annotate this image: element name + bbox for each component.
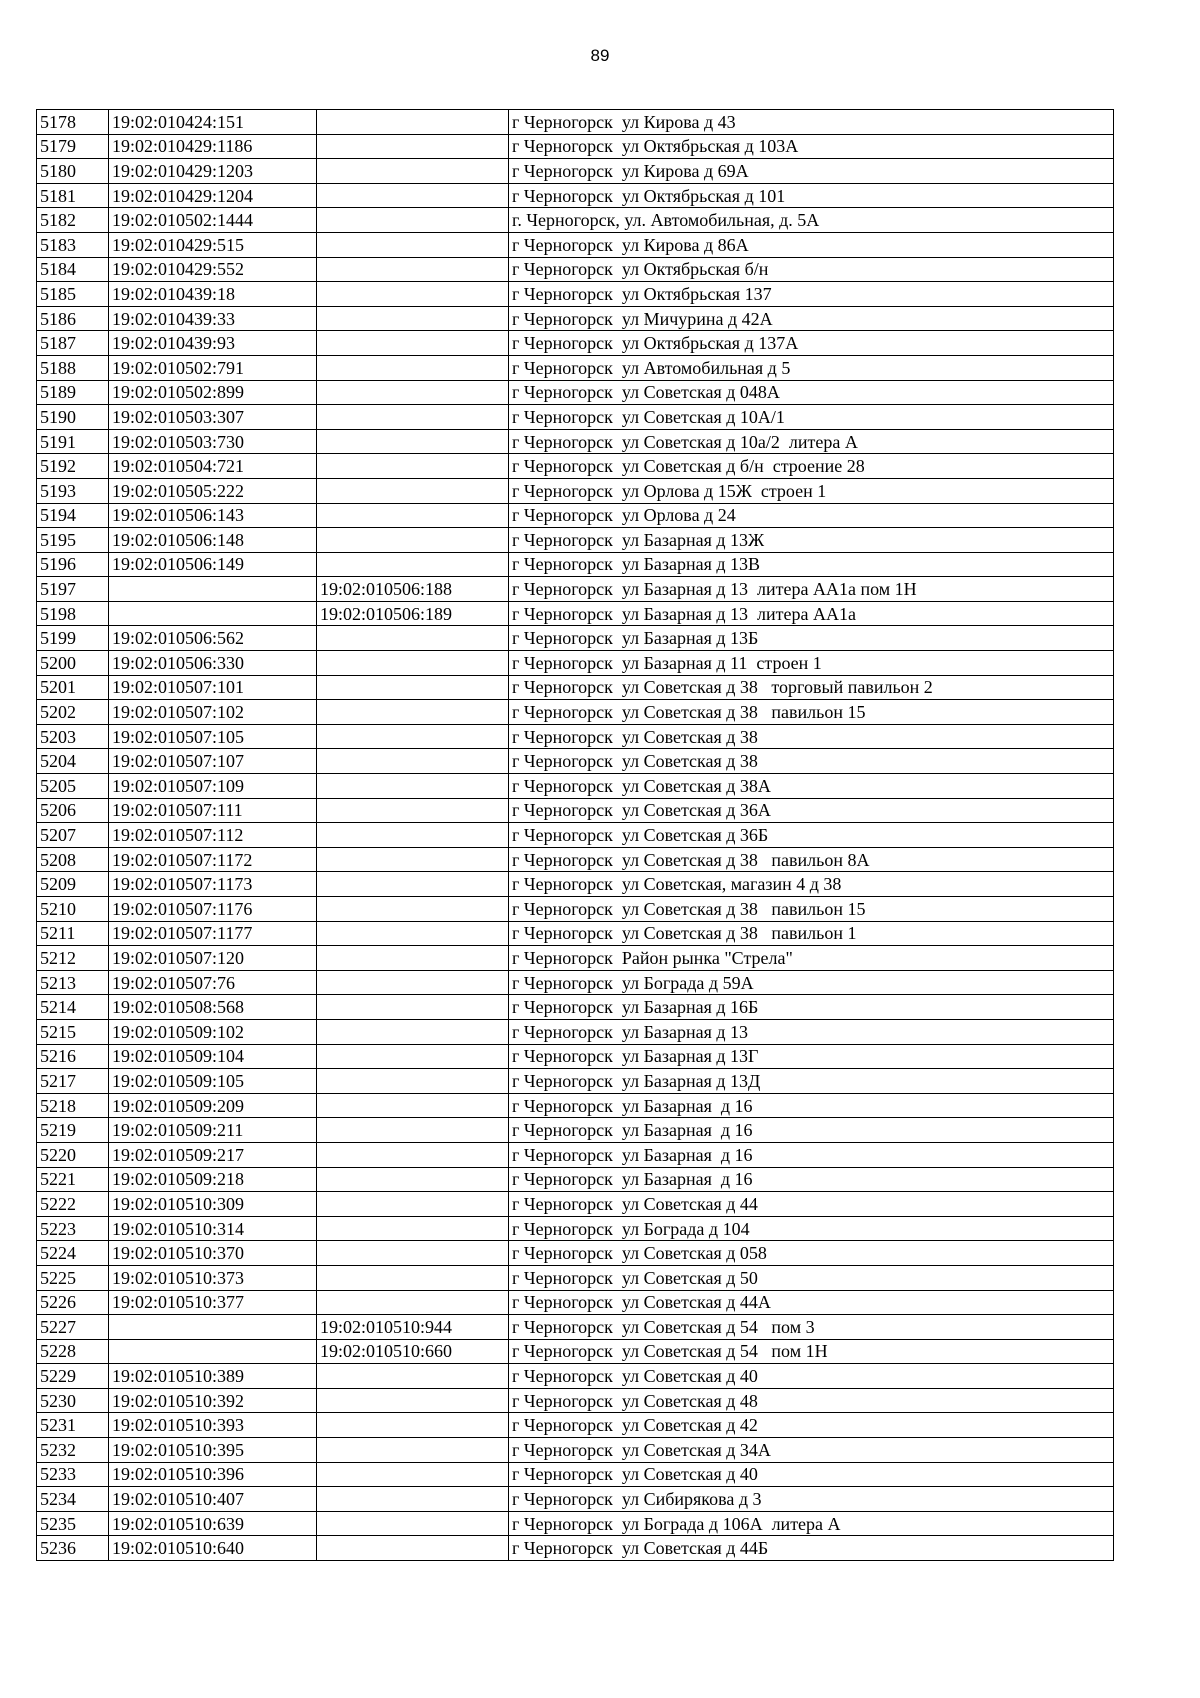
address-cell: г Черногорск ул Советская д 50 — [509, 1265, 1114, 1290]
room-cadastral-number-cell — [317, 1511, 509, 1536]
cadastral-number-cell: 19:02:010502:791 — [109, 355, 317, 380]
room-cadastral-number-cell — [317, 1019, 509, 1044]
cadastral-number-cell: 19:02:010507:1172 — [109, 847, 317, 872]
cadastral-number-cell: 19:02:010506:149 — [109, 552, 317, 577]
row-number-cell: 5221 — [37, 1167, 109, 1192]
address-cell: г Черногорск ул Советская д 36А — [509, 798, 1114, 823]
cadastral-number-cell: 19:02:010509:105 — [109, 1069, 317, 1094]
address-cell: г Черногорск ул Советская д 38 торговый павильон 2 — [509, 675, 1114, 700]
address-cell: г Черногорск ул Базарная д 13 литера АА1а пом 1Н — [509, 577, 1114, 602]
address-cell: г Черногорск ул Советская д 54 пом 3 — [509, 1315, 1114, 1340]
room-cadastral-number-cell: 19:02:010506:189 — [317, 601, 509, 626]
cadastral-number-cell: 19:02:010507:105 — [109, 724, 317, 749]
room-cadastral-number-cell — [317, 503, 509, 528]
address-cell: г Черногорск ул Базарная д 16 — [509, 1093, 1114, 1118]
table-row — [37, 872, 1114, 897]
row-number-cell: 5202 — [37, 700, 109, 725]
row-number-cell: 5230 — [37, 1388, 109, 1413]
address-cell: г Черногорск ул Базарная д 13Ж — [509, 528, 1114, 553]
cadastral-number-cell: 19:02:010506:562 — [109, 626, 317, 651]
cadastral-number-cell: 19:02:010509:104 — [109, 1044, 317, 1069]
row-number-cell: 5204 — [37, 749, 109, 774]
room-cadastral-number-cell — [317, 282, 509, 307]
row-number-cell: 5193 — [37, 478, 109, 503]
room-cadastral-number-cell — [317, 429, 509, 454]
address-cell: г Черногорск ул Советская д 34А — [509, 1438, 1114, 1463]
cadastral-number-cell — [109, 601, 317, 626]
row-number-cell: 5210 — [37, 897, 109, 922]
address-cell: г Черногорск ул Базарная д 13Г — [509, 1044, 1114, 1069]
address-cell: г Черногорск ул Советская д 42 — [509, 1413, 1114, 1438]
table-row — [37, 995, 1114, 1020]
table-row — [37, 134, 1114, 159]
row-number-cell: 5182 — [37, 208, 109, 233]
table-row — [37, 1118, 1114, 1143]
row-number-cell: 5211 — [37, 921, 109, 946]
cadastral-number-cell: 19:02:010510:373 — [109, 1265, 317, 1290]
cadastral-number-cell: 19:02:010503:730 — [109, 429, 317, 454]
row-number-cell: 5198 — [37, 601, 109, 626]
room-cadastral-number-cell — [317, 552, 509, 577]
address-cell: г Черногорск ул Советская д 40 — [509, 1462, 1114, 1487]
registry-table-body — [37, 110, 1114, 1561]
cadastral-number-cell: 19:02:010510:640 — [109, 1536, 317, 1561]
row-number-cell: 5181 — [37, 183, 109, 208]
room-cadastral-number-cell — [317, 1438, 509, 1463]
table-row — [37, 847, 1114, 872]
row-number-cell: 5234 — [37, 1487, 109, 1512]
table-row — [37, 110, 1114, 135]
row-number-cell: 5218 — [37, 1093, 109, 1118]
table-row — [37, 405, 1114, 430]
table-row — [37, 897, 1114, 922]
row-number-cell: 5206 — [37, 798, 109, 823]
row-number-cell: 5191 — [37, 429, 109, 454]
room-cadastral-number-cell: 19:02:010506:188 — [317, 577, 509, 602]
address-cell: г Черногорск ул Сибирякова д 3 — [509, 1487, 1114, 1512]
row-number-cell: 5203 — [37, 724, 109, 749]
room-cadastral-number-cell — [317, 921, 509, 946]
cadastral-number-cell: 19:02:010510:395 — [109, 1438, 317, 1463]
row-number-cell: 5200 — [37, 651, 109, 676]
row-number-cell: 5180 — [37, 159, 109, 184]
room-cadastral-number-cell — [317, 355, 509, 380]
cadastral-number-cell: 19:02:010506:148 — [109, 528, 317, 553]
address-cell: г Черногорск ул Базарная д 16Б — [509, 995, 1114, 1020]
cadastral-number-cell: 19:02:010509:102 — [109, 1019, 317, 1044]
cadastral-number-cell: 19:02:010506:143 — [109, 503, 317, 528]
room-cadastral-number-cell — [317, 798, 509, 823]
cadastral-number-cell: 19:02:010507:101 — [109, 675, 317, 700]
table-row — [37, 1388, 1114, 1413]
room-cadastral-number-cell — [317, 675, 509, 700]
row-number-cell: 5214 — [37, 995, 109, 1020]
row-number-cell: 5217 — [37, 1069, 109, 1094]
address-cell: г Черногорск ул Советская д 48 — [509, 1388, 1114, 1413]
row-number-cell: 5222 — [37, 1192, 109, 1217]
cadastral-number-cell: 19:02:010502:899 — [109, 380, 317, 405]
row-number-cell: 5232 — [37, 1438, 109, 1463]
registry-table — [36, 109, 1114, 1561]
table-row — [37, 651, 1114, 676]
address-cell: г Черногорск ул Советская д 40 — [509, 1364, 1114, 1389]
cadastral-number-cell: 19:02:010439:18 — [109, 282, 317, 307]
room-cadastral-number-cell — [317, 208, 509, 233]
row-number-cell: 5227 — [37, 1315, 109, 1340]
row-number-cell: 5231 — [37, 1413, 109, 1438]
address-cell: г Черногорск ул Кирова д 86А — [509, 232, 1114, 257]
room-cadastral-number-cell — [317, 1069, 509, 1094]
cadastral-number-cell: 19:02:010507:109 — [109, 774, 317, 799]
row-number-cell: 5229 — [37, 1364, 109, 1389]
room-cadastral-number-cell — [317, 1216, 509, 1241]
row-number-cell: 5215 — [37, 1019, 109, 1044]
room-cadastral-number-cell — [317, 1241, 509, 1266]
table-row — [37, 921, 1114, 946]
address-cell: г Черногорск ул Советская д 36Б — [509, 823, 1114, 848]
row-number-cell: 5236 — [37, 1536, 109, 1561]
row-number-cell: 5220 — [37, 1142, 109, 1167]
cadastral-number-cell: 19:02:010429:552 — [109, 257, 317, 282]
table-row — [37, 1364, 1114, 1389]
address-cell: г Черногорск ул Октябрьская б/н — [509, 257, 1114, 282]
address-cell: г Черногорск ул Советская д 44 — [509, 1192, 1114, 1217]
row-number-cell: 5178 — [37, 110, 109, 135]
table-row — [37, 601, 1114, 626]
row-number-cell: 5219 — [37, 1118, 109, 1143]
table-row — [37, 1142, 1114, 1167]
room-cadastral-number-cell — [317, 1413, 509, 1438]
address-cell: г Черногорск ул Базарная д 16 — [509, 1142, 1114, 1167]
page-number: 89 — [590, 46, 610, 65]
cadastral-number-cell: 19:02:010429:1204 — [109, 183, 317, 208]
row-number-cell: 5188 — [37, 355, 109, 380]
cadastral-number-cell — [109, 577, 317, 602]
row-number-cell: 5209 — [37, 872, 109, 897]
table-row — [37, 1241, 1114, 1266]
table-row — [37, 577, 1114, 602]
cadastral-number-cell: 19:02:010507:112 — [109, 823, 317, 848]
table-row — [37, 232, 1114, 257]
room-cadastral-number-cell — [317, 1118, 509, 1143]
address-cell: г Черногорск ул Советская д 44А — [509, 1290, 1114, 1315]
room-cadastral-number-cell — [317, 1142, 509, 1167]
cadastral-number-cell: 19:02:010509:211 — [109, 1118, 317, 1143]
room-cadastral-number-cell — [317, 380, 509, 405]
cadastral-number-cell: 19:02:010507:1173 — [109, 872, 317, 897]
table-row — [37, 355, 1114, 380]
address-cell: г Черногорск Район рынка "Стрела" — [509, 946, 1114, 971]
cadastral-number-cell: 19:02:010510:393 — [109, 1413, 317, 1438]
table-row — [37, 1413, 1114, 1438]
room-cadastral-number-cell: 19:02:010510:944 — [317, 1315, 509, 1340]
table-row — [37, 478, 1114, 503]
table-row — [37, 1536, 1114, 1561]
table-row — [37, 257, 1114, 282]
table-row — [37, 1462, 1114, 1487]
room-cadastral-number-cell — [317, 405, 509, 430]
room-cadastral-number-cell — [317, 1290, 509, 1315]
table-row — [37, 724, 1114, 749]
row-number-cell: 5186 — [37, 306, 109, 331]
address-cell: г Черногорск ул Базарная д 11 строен 1 — [509, 651, 1114, 676]
row-number-cell: 5212 — [37, 946, 109, 971]
address-cell: г Черногорск ул Орлова д 24 — [509, 503, 1114, 528]
address-cell: г Черногорск ул Базарная д 13Б — [509, 626, 1114, 651]
table-row — [37, 1093, 1114, 1118]
row-number-cell: 5192 — [37, 454, 109, 479]
address-cell: г Черногорск ул Базарная д 13 — [509, 1019, 1114, 1044]
address-cell: г Черногорск ул Советская, магазин 4 д 38 — [509, 872, 1114, 897]
table-row — [37, 380, 1114, 405]
row-number-cell: 5189 — [37, 380, 109, 405]
row-number-cell: 5196 — [37, 552, 109, 577]
table-row — [37, 1167, 1114, 1192]
room-cadastral-number-cell — [317, 183, 509, 208]
cadastral-number-cell: 19:02:010510:639 — [109, 1511, 317, 1536]
room-cadastral-number-cell — [317, 724, 509, 749]
table-row — [37, 1438, 1114, 1463]
table-row — [37, 626, 1114, 651]
table-row — [37, 749, 1114, 774]
address-cell: г Черногорск ул Кирова д 43 — [509, 110, 1114, 135]
address-cell: г Черногорск ул Октябрьская 137 — [509, 282, 1114, 307]
cadastral-number-cell: 19:02:010429:1186 — [109, 134, 317, 159]
cadastral-number-cell: 19:02:010429:515 — [109, 232, 317, 257]
row-number-cell: 5213 — [37, 970, 109, 995]
cadastral-number-cell: 19:02:010508:568 — [109, 995, 317, 1020]
address-cell: г. Черногорск, ул. Автомобильная, д. 5А — [509, 208, 1114, 233]
table-row — [37, 183, 1114, 208]
cadastral-number-cell: 19:02:010507:120 — [109, 946, 317, 971]
table-row — [37, 1339, 1114, 1364]
cadastral-number-cell: 19:02:010503:307 — [109, 405, 317, 430]
table-row — [37, 1511, 1114, 1536]
room-cadastral-number-cell — [317, 700, 509, 725]
row-number-cell: 5224 — [37, 1241, 109, 1266]
address-cell: г Черногорск ул Советская д 048А — [509, 380, 1114, 405]
address-cell: г Черногорск ул Октябрьская д 137А — [509, 331, 1114, 356]
room-cadastral-number-cell — [317, 1265, 509, 1290]
cadastral-number-cell: 19:02:010424:151 — [109, 110, 317, 135]
address-cell: г Черногорск ул Советская д 38 павильон 15 — [509, 897, 1114, 922]
room-cadastral-number-cell — [317, 651, 509, 676]
table-row — [37, 1315, 1114, 1340]
row-number-cell: 5190 — [37, 405, 109, 430]
cadastral-number-cell: 19:02:010429:1203 — [109, 159, 317, 184]
table-row — [37, 675, 1114, 700]
row-number-cell: 5233 — [37, 1462, 109, 1487]
room-cadastral-number-cell — [317, 1462, 509, 1487]
room-cadastral-number-cell — [317, 872, 509, 897]
table-row — [37, 774, 1114, 799]
address-cell: г Черногорск ул Советская д 38 павильон 15 — [509, 700, 1114, 725]
room-cadastral-number-cell — [317, 110, 509, 135]
table-row — [37, 552, 1114, 577]
cadastral-number-cell: 19:02:010507:76 — [109, 970, 317, 995]
cadastral-number-cell: 19:02:010510:396 — [109, 1462, 317, 1487]
room-cadastral-number-cell — [317, 946, 509, 971]
address-cell: г Черногорск ул Советская д 54 пом 1Н — [509, 1339, 1114, 1364]
room-cadastral-number-cell — [317, 478, 509, 503]
room-cadastral-number-cell — [317, 257, 509, 282]
address-cell: г Черногорск ул Советская д 10а/2 литера А — [509, 429, 1114, 454]
table-row — [37, 946, 1114, 971]
address-cell: г Черногорск ул Советская д 38 — [509, 724, 1114, 749]
room-cadastral-number-cell — [317, 774, 509, 799]
address-cell: г Черногорск ул Базарная д 13 литера АА1а — [509, 601, 1114, 626]
room-cadastral-number-cell — [317, 232, 509, 257]
cadastral-number-cell: 19:02:010509:209 — [109, 1093, 317, 1118]
table-row — [37, 823, 1114, 848]
cadastral-number-cell: 19:02:010502:1444 — [109, 208, 317, 233]
room-cadastral-number-cell — [317, 626, 509, 651]
cadastral-number-cell: 19:02:010510:389 — [109, 1364, 317, 1389]
address-cell: г Черногорск ул Советская д 38 павильон 1 — [509, 921, 1114, 946]
address-cell: г Черногорск ул Советская д 38 павильон 8А — [509, 847, 1114, 872]
table-row — [37, 208, 1114, 233]
address-cell: г Черногорск ул Кирова д 69А — [509, 159, 1114, 184]
address-cell: г Черногорск ул Советская д 10А/1 — [509, 405, 1114, 430]
room-cadastral-number-cell — [317, 528, 509, 553]
cadastral-number-cell: 19:02:010439:33 — [109, 306, 317, 331]
table-row — [37, 1290, 1114, 1315]
room-cadastral-number-cell — [317, 1364, 509, 1389]
room-cadastral-number-cell — [317, 331, 509, 356]
room-cadastral-number-cell — [317, 306, 509, 331]
address-cell: г Черногорск ул Советская д 38 — [509, 749, 1114, 774]
address-cell: г Черногорск ул Базарная д 16 — [509, 1167, 1114, 1192]
cadastral-number-cell: 19:02:010509:218 — [109, 1167, 317, 1192]
cadastral-number-cell: 19:02:010510:309 — [109, 1192, 317, 1217]
address-cell: г Черногорск ул Мичурина д 42А — [509, 306, 1114, 331]
cadastral-number-cell: 19:02:010507:107 — [109, 749, 317, 774]
row-number-cell: 5216 — [37, 1044, 109, 1069]
room-cadastral-number-cell — [317, 1536, 509, 1561]
address-cell: г Черногорск ул Базарная д 16 — [509, 1118, 1114, 1143]
room-cadastral-number-cell — [317, 1167, 509, 1192]
row-number-cell: 5228 — [37, 1339, 109, 1364]
row-number-cell: 5225 — [37, 1265, 109, 1290]
table-row — [37, 282, 1114, 307]
row-number-cell: 5226 — [37, 1290, 109, 1315]
row-number-cell: 5205 — [37, 774, 109, 799]
address-cell: г Черногорск ул Советская д б/н строение 28 — [509, 454, 1114, 479]
address-cell: г Черногорск ул Автомобильная д 5 — [509, 355, 1114, 380]
cadastral-number-cell: 19:02:010504:721 — [109, 454, 317, 479]
table-row — [37, 454, 1114, 479]
table-row — [37, 1265, 1114, 1290]
room-cadastral-number-cell — [317, 1388, 509, 1413]
cadastral-number-cell: 19:02:010507:111 — [109, 798, 317, 823]
row-number-cell: 5194 — [37, 503, 109, 528]
address-cell: г Черногорск ул Базарная д 13Д — [509, 1069, 1114, 1094]
table-row — [37, 798, 1114, 823]
cadastral-number-cell: 19:02:010510:392 — [109, 1388, 317, 1413]
room-cadastral-number-cell — [317, 823, 509, 848]
room-cadastral-number-cell — [317, 970, 509, 995]
room-cadastral-number-cell — [317, 134, 509, 159]
room-cadastral-number-cell — [317, 454, 509, 479]
room-cadastral-number-cell — [317, 847, 509, 872]
room-cadastral-number-cell — [317, 1192, 509, 1217]
cadastral-number-cell: 19:02:010507:102 — [109, 700, 317, 725]
cadastral-number-cell: 19:02:010510:407 — [109, 1487, 317, 1512]
table-row — [37, 700, 1114, 725]
table-row — [37, 306, 1114, 331]
table-row — [37, 1019, 1114, 1044]
room-cadastral-number-cell: 19:02:010510:660 — [317, 1339, 509, 1364]
cadastral-number-cell: 19:02:010510:370 — [109, 1241, 317, 1266]
table-row — [37, 159, 1114, 184]
address-cell: г Черногорск ул Октябрьская д 101 — [509, 183, 1114, 208]
room-cadastral-number-cell — [317, 1487, 509, 1512]
address-cell: г Черногорск ул Советская д 058 — [509, 1241, 1114, 1266]
row-number-cell: 5207 — [37, 823, 109, 848]
address-cell: г Черногорск ул Октябрьская д 103А — [509, 134, 1114, 159]
row-number-cell: 5199 — [37, 626, 109, 651]
cadastral-number-cell: 19:02:010510:377 — [109, 1290, 317, 1315]
table-row — [37, 1192, 1114, 1217]
table-row — [37, 970, 1114, 995]
address-cell: г Черногорск ул Бограда д 59А — [509, 970, 1114, 995]
table-row — [37, 331, 1114, 356]
cadastral-number-cell — [109, 1315, 317, 1340]
address-cell: г Черногорск ул Бограда д 104 — [509, 1216, 1114, 1241]
row-number-cell: 5197 — [37, 577, 109, 602]
cadastral-number-cell: 19:02:010439:93 — [109, 331, 317, 356]
table-row — [37, 1487, 1114, 1512]
row-number-cell: 5184 — [37, 257, 109, 282]
table-row — [37, 528, 1114, 553]
row-number-cell: 5179 — [37, 134, 109, 159]
cadastral-number-cell: 19:02:010506:330 — [109, 651, 317, 676]
address-cell: г Черногорск ул Орлова д 15Ж строен 1 — [509, 478, 1114, 503]
cadastral-number-cell: 19:02:010505:222 — [109, 478, 317, 503]
table-row — [37, 1216, 1114, 1241]
room-cadastral-number-cell — [317, 995, 509, 1020]
table-row — [37, 1069, 1114, 1094]
room-cadastral-number-cell — [317, 1093, 509, 1118]
room-cadastral-number-cell — [317, 749, 509, 774]
room-cadastral-number-cell — [317, 159, 509, 184]
row-number-cell: 5185 — [37, 282, 109, 307]
row-number-cell: 5183 — [37, 232, 109, 257]
cadastral-number-cell — [109, 1339, 317, 1364]
address-cell: г Черногорск ул Советская д 44Б — [509, 1536, 1114, 1561]
cadastral-number-cell: 19:02:010510:314 — [109, 1216, 317, 1241]
address-cell: г Черногорск ул Советская д 38А — [509, 774, 1114, 799]
row-number-cell: 5187 — [37, 331, 109, 356]
cadastral-number-cell: 19:02:010507:1177 — [109, 921, 317, 946]
table-row — [37, 503, 1114, 528]
row-number-cell: 5235 — [37, 1511, 109, 1536]
row-number-cell: 5201 — [37, 675, 109, 700]
address-cell: г Черногорск ул Бограда д 106А литера А — [509, 1511, 1114, 1536]
table-row — [37, 429, 1114, 454]
address-cell: г Черногорск ул Базарная д 13В — [509, 552, 1114, 577]
cadastral-number-cell: 19:02:010507:1176 — [109, 897, 317, 922]
table-row — [37, 1044, 1114, 1069]
row-number-cell: 5195 — [37, 528, 109, 553]
room-cadastral-number-cell — [317, 897, 509, 922]
cadastral-number-cell: 19:02:010509:217 — [109, 1142, 317, 1167]
row-number-cell: 5223 — [37, 1216, 109, 1241]
room-cadastral-number-cell — [317, 1044, 509, 1069]
row-number-cell: 5208 — [37, 847, 109, 872]
